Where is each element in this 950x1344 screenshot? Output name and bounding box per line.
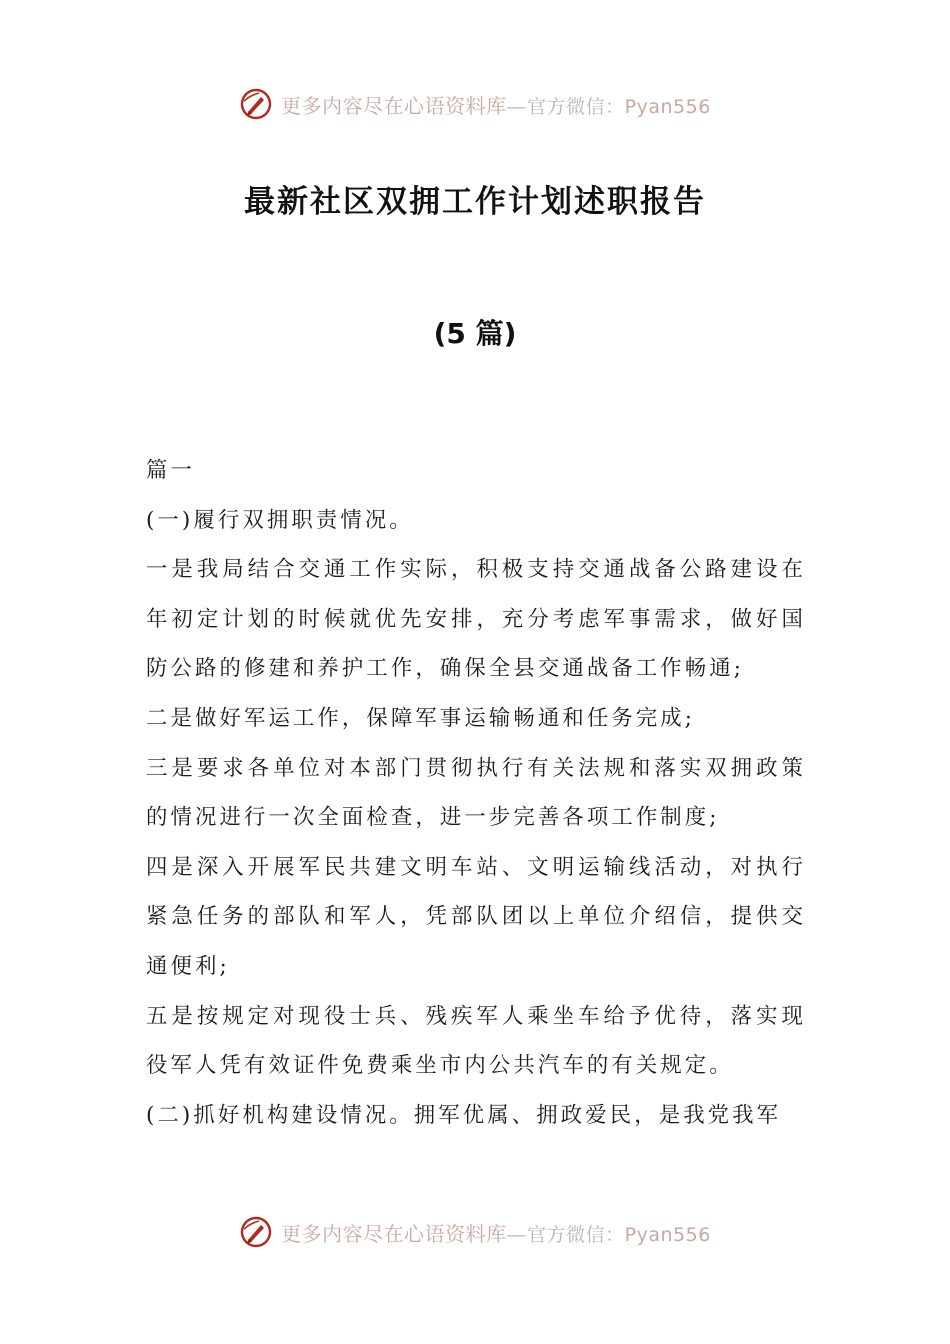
watermark-main: 更多内容尽在心语资料库 [281, 1221, 507, 1246]
paragraph: 一是我局结合交通工作实际，积极支持交通战备公路建设在年初定计划的时候就优先安排，充分考虑军事需求，做好国防公路的修建和养护工作，确保全县交通战备工作畅通; [146, 557, 806, 682]
watermark-dash: — [506, 93, 528, 118]
paragraph: 四是深入开展军民共建文明车站、文明运输线活动，对执行紧急任务的部队和军人，凭部队团以上单位介绍信，提供交通便利; [146, 854, 806, 979]
document-body [146, 446, 806, 1140]
pen-circle-logo-icon [239, 87, 273, 121]
watermark-sub: 官方微信： [527, 95, 625, 118]
paragraph: 三是要求各单位对本部门贯彻执行有关法规和落实双拥政策的情况进行一次全面检查，进一步完善各项工作制度; [146, 755, 806, 831]
watermark-footer [0, 1212, 950, 1252]
paragraph: (一)履行双拥职责情况。 [146, 507, 414, 533]
watermark-dash: — [506, 1221, 528, 1246]
document-title: 最新社区双拥工作计划述职报告 [244, 184, 706, 220]
document-subtitle: (5 篇) [433, 317, 517, 350]
section-heading: 篇一 [146, 458, 195, 483]
pen-circle-logo-icon [239, 1215, 273, 1249]
watermark-sub: 官方微信： [527, 1223, 625, 1246]
watermark-header [0, 84, 950, 124]
paragraph: 五是按规定对现役士兵、残疾军人乘坐车给予优待，落实现役军人凭有效证件免费乘坐市内公共汽车的有关规定。 [146, 1003, 806, 1079]
paragraph: 二是做好军运工作，保障军事运输畅通和任务完成; [146, 705, 696, 731]
watermark-main: 更多内容尽在心语资料库 [281, 93, 507, 118]
watermark-text [281, 1218, 711, 1247]
watermark-handle: Pyan556 [624, 95, 711, 118]
paragraph: (二)抓好机构建设情况。拥军优属、拥政爱民，是我党我军 [146, 1102, 782, 1128]
watermark-handle: Pyan556 [624, 1223, 711, 1246]
watermark-text [281, 90, 711, 119]
